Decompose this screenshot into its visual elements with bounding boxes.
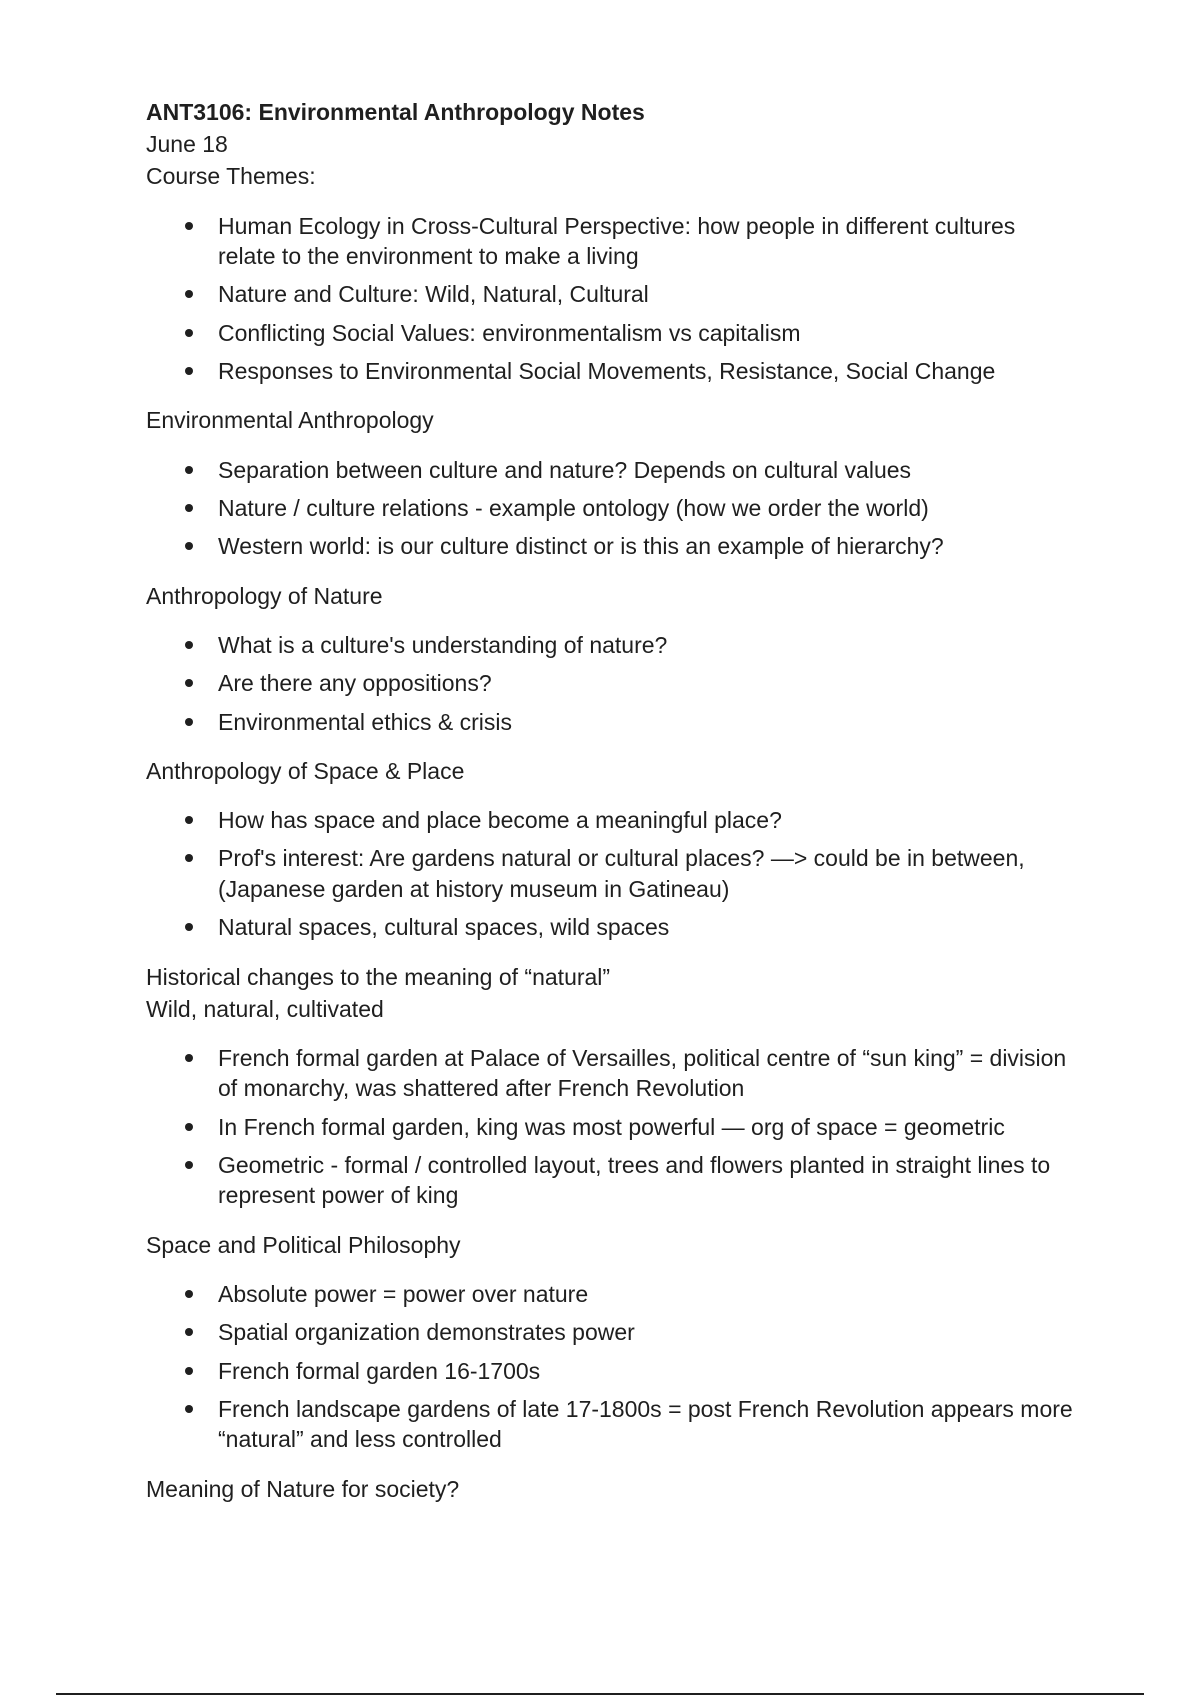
section-heading-space-and-place: Anthropology of Space & Place (146, 757, 465, 784)
list-item: What is a culture's understanding of nature? (218, 630, 1076, 660)
page-title: ANT3106: Environmental Anthropology Notes (146, 99, 645, 125)
section-heading-historical-changes: Historical changes to the meaning of “natural” (146, 963, 611, 990)
section-subheading-wild-natural-cultivated: Wild, natural, cultivated (146, 995, 384, 1022)
section-heading-political-philosophy: Space and Political Philosophy (146, 1231, 461, 1258)
list-item: Separation between culture and nature? Depends on cultural values (218, 455, 1076, 485)
list-item: Conflicting Social Values: environmentalism vs capitalism (218, 318, 1076, 348)
course-themes-list (146, 211, 1076, 387)
list-item: Environmental ethics & crisis (218, 707, 1076, 737)
list-item: French formal garden 16-1700s (218, 1356, 1076, 1386)
list-item: Nature and Culture: Wild, Natural, Cultural (218, 279, 1076, 309)
list-item: Prof's interest: Are gardens natural or cultural places? —> could be in between, (Japanese garden at history museum in Gatineau) (218, 843, 1076, 904)
list-item: Natural spaces, cultural spaces, wild spaces (218, 912, 1076, 942)
closing-question: Meaning of Nature for society? (146, 1475, 460, 1502)
list-item: Absolute power = power over nature (218, 1279, 1076, 1309)
anthropology-of-nature-list (146, 630, 1076, 737)
bottom-divider (56, 1693, 1144, 1695)
list-item: Are there any oppositions? (218, 668, 1076, 698)
notes-content (146, 96, 1076, 1505)
list-item: Spatial organization demonstrates power (218, 1317, 1076, 1347)
list-item: How has space and place become a meaningful place? (218, 805, 1076, 835)
list-item: Western world: is our culture distinct or is this an example of hierarchy? (218, 531, 1076, 561)
course-themes-label: Course Themes: (146, 163, 316, 190)
historical-changes-list (146, 1043, 1076, 1211)
date-line: June 18 (146, 131, 228, 158)
space-and-place-list (146, 805, 1076, 942)
section-heading-environmental-anthropology: Environmental Anthropology (146, 407, 434, 434)
political-philosophy-list (146, 1279, 1076, 1455)
list-item: Nature / culture relations - example ontology (how we order the world) (218, 493, 1076, 523)
list-item: Responses to Environmental Social Movements, Resistance, Social Change (218, 356, 1076, 386)
list-item: Human Ecology in Cross-Cultural Perspective: how people in different cultures relate to the environment to make a living (218, 211, 1076, 272)
list-item: In French formal garden, king was most powerful — org of space = geometric (218, 1112, 1076, 1142)
list-item: French landscape gardens of late 17-1800s = post French Revolution appears more “natural” and less controlled (218, 1394, 1076, 1455)
list-item: Geometric - formal / controlled layout, trees and flowers planted in straight lines to represent power of king (218, 1150, 1076, 1211)
list-item: French formal garden at Palace of Versailles, political centre of “sun king” = division of monarchy, was shattered after French Revolution (218, 1043, 1076, 1104)
section-heading-anthropology-of-nature: Anthropology of Nature (146, 582, 383, 609)
environmental-anthropology-list (146, 455, 1076, 562)
